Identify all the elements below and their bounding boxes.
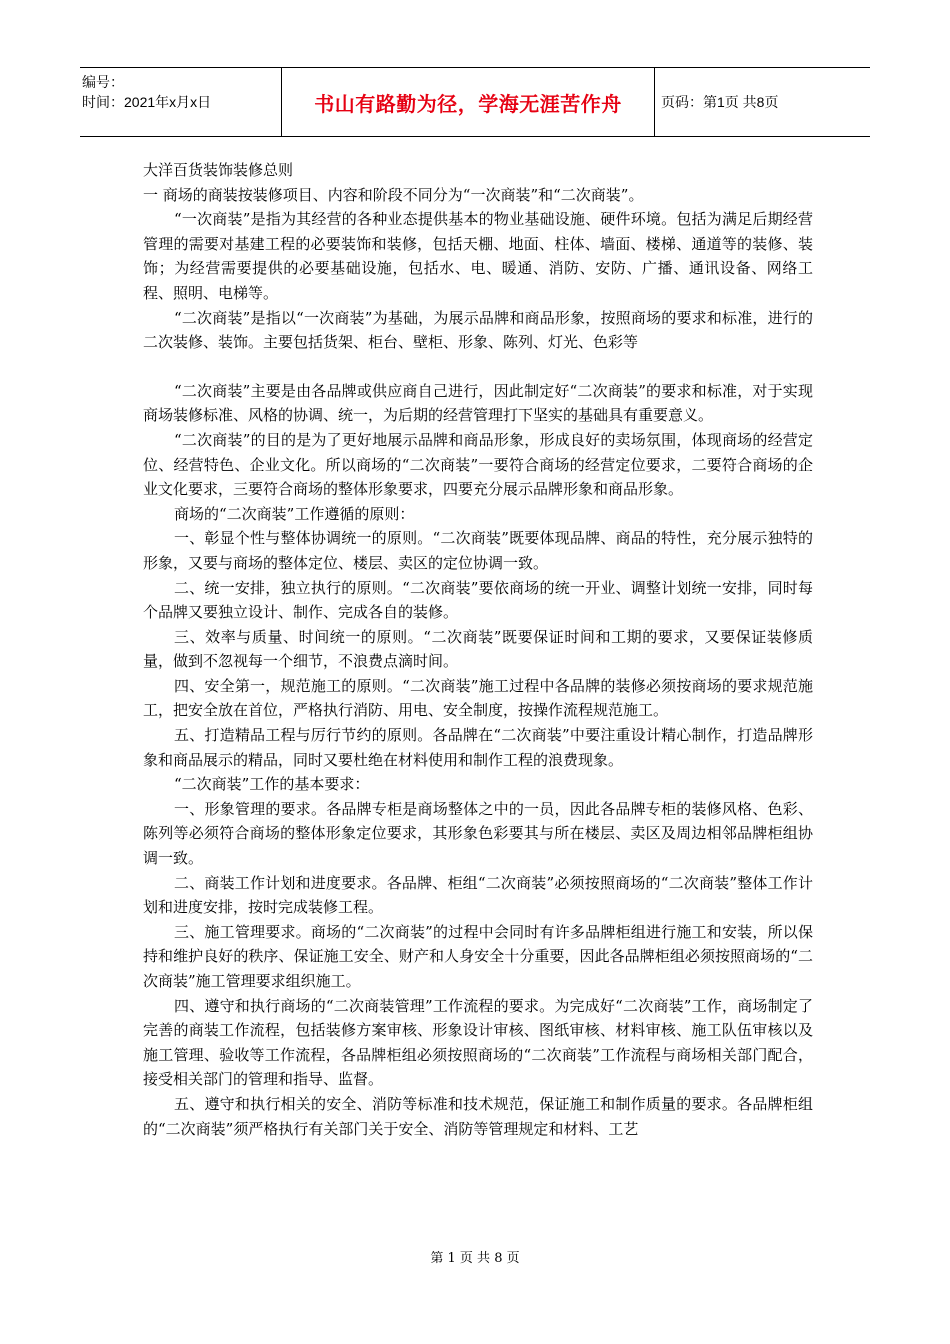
document-body xyxy=(143,158,813,1141)
paragraph: 五、遵守和执行相关的安全、消防等标准和技术规范，保证施工和制作质量的要求。各品牌柜组的“二次商装”须严格执行有关部门关于安全、消防等管理规定和材料、工艺 xyxy=(143,1094,813,1138)
section-heading: 商场的“二次商装”工作遵循的原则： xyxy=(174,504,415,523)
paragraph: 二、统一安排，独立执行的原则。“二次商装”要依商场的统一开业、调整计划统一安排，同时每个品牌又要独立设计、制作、完成各自的装修。 xyxy=(143,578,813,622)
paragraph: “二次商装”的目的是为了更好地展示品牌和商品形象，形成良好的卖场氛围，体现商场的经营定位、经营特色、企业文化。所以商场的“二次商装”一要符合商场的经营定位要求，二要符合商场的企业文化要求，三要符合商场的整体形象要求，四要充分展示品牌形象和商品形象。 xyxy=(143,430,813,499)
document-number-label: 编号： xyxy=(82,74,124,90)
header-motto: 书山有路勤为径，学海无涯苦作舟 xyxy=(314,91,622,116)
paragraph: “二次商装”主要是由各品牌或供应商自己进行，因此制定好“二次商装”的要求和标准，对于实现商场装修标准、风格的协调、统一，为后期的经营管理打下坚实的基础具有重要意义。 xyxy=(143,381,813,425)
paragraph: “一次商装”是指为其经营的各种业态提供基本的物业基础设施、硬件环境。包括为满足后期经营管理的需要对基建工程的必要装饰和装修，包括天棚、地面、柱体、墙面、楼梯、通道等的装修、装饰；为经营需要提供的必要基础设施，包括水、电、暖通、消防、安防、广播、通讯设备、网络工程、照明、电梯等。 xyxy=(143,210,813,302)
paragraph: 四、遵守和执行商场的“二次商装管理”工作流程的要求。为完成好“二次商装”工作，商场制定了完善的商装工作流程，包括装修方案审核、形象设计审核、图纸审核、材料审核、施工队伍审核以及施工管理、验收等工作流程，各品牌柜组必须按照商场的“二次商装”工作流程与商场相关部门配合，接受相关部门的管理和指导、监督。 xyxy=(143,996,813,1089)
blank-line xyxy=(143,355,813,379)
paragraph: 一、彰显个性与整体协调统一的原则。“二次商装”既要体现品牌、商品的特性，充分展示独特的形象，又要与商场的整体定位、楼层、卖区的定位协调一致。 xyxy=(143,529,813,572)
paragraph: 四、安全第一，规范施工的原则。“二次商装”施工过程中各品牌的装修必须按商场的要求规范施工，把安全放在首位，严格执行消防、用电、安全制度，按操作流程规范施工。 xyxy=(143,676,813,720)
page-header xyxy=(80,67,870,137)
document-title: 大洋百货装饰装修总则 xyxy=(143,161,294,179)
paragraph: 一、形象管理的要求。各品牌专柜是商场整体之中的一员，因此各品牌专柜的装修风格、色彩、陈列等必须符合商场的整体形象定位要求，其形象色彩要其与所在楼层、卖区及周边相邻品牌柜组协调一致。 xyxy=(143,799,813,868)
section-heading: “二次商装”工作的基本要求： xyxy=(174,775,370,794)
header-meta xyxy=(80,68,282,136)
paragraph: 一 商场的商装按装修项目、内容和阶段不同分为“一次商装”和“二次商装”。 xyxy=(143,185,644,204)
paragraph: “二次商装”是指以“一次商装”为基础，为展示品牌和商品形象，按照商场的要求和标准，进行的二次装修、装饰。主要包括货架、柜台、壁柜、形象、陈列、灯光、色彩等 xyxy=(143,308,813,352)
header-motto-cell xyxy=(282,68,655,136)
page-footer: 第 1 页 共 8 页 xyxy=(430,1251,520,1266)
paragraph: 三、效率与质量、时间统一的原则。“二次商装”既要保证时间和工期的要求，又要保证装修质量，做到不忽视每一个细节，不浪费点滴时间。 xyxy=(143,627,813,671)
paragraph: 五、打造精品工程与厉行节约的原则。各品牌在“二次商装”中要注重设计精心制作，打造品牌形象和商品展示的精品，同时又要杜绝在材料使用和制作工程的浪费现象。 xyxy=(143,726,813,769)
header-page-info: 页码：第1页 共8页 xyxy=(661,94,779,110)
document-time-label: 时间：2021年x月x日 xyxy=(82,94,212,110)
paragraph: 二、商装工作计划和进度要求。各品牌、柜组“二次商装”必须按照商场的“二次商装”整体工作计划和进度安排，按时完成装修工程。 xyxy=(143,873,813,917)
paragraph: 三、施工管理要求。商场的“二次商装”的过程中会同时有许多品牌柜组进行施工和安装，所以保持和维护良好的秩序、保证施工安全、财产和人身安全十分重要，因此各品牌柜组必须按照商场的“二次商装”施工管理要求组织施工。 xyxy=(143,922,813,990)
